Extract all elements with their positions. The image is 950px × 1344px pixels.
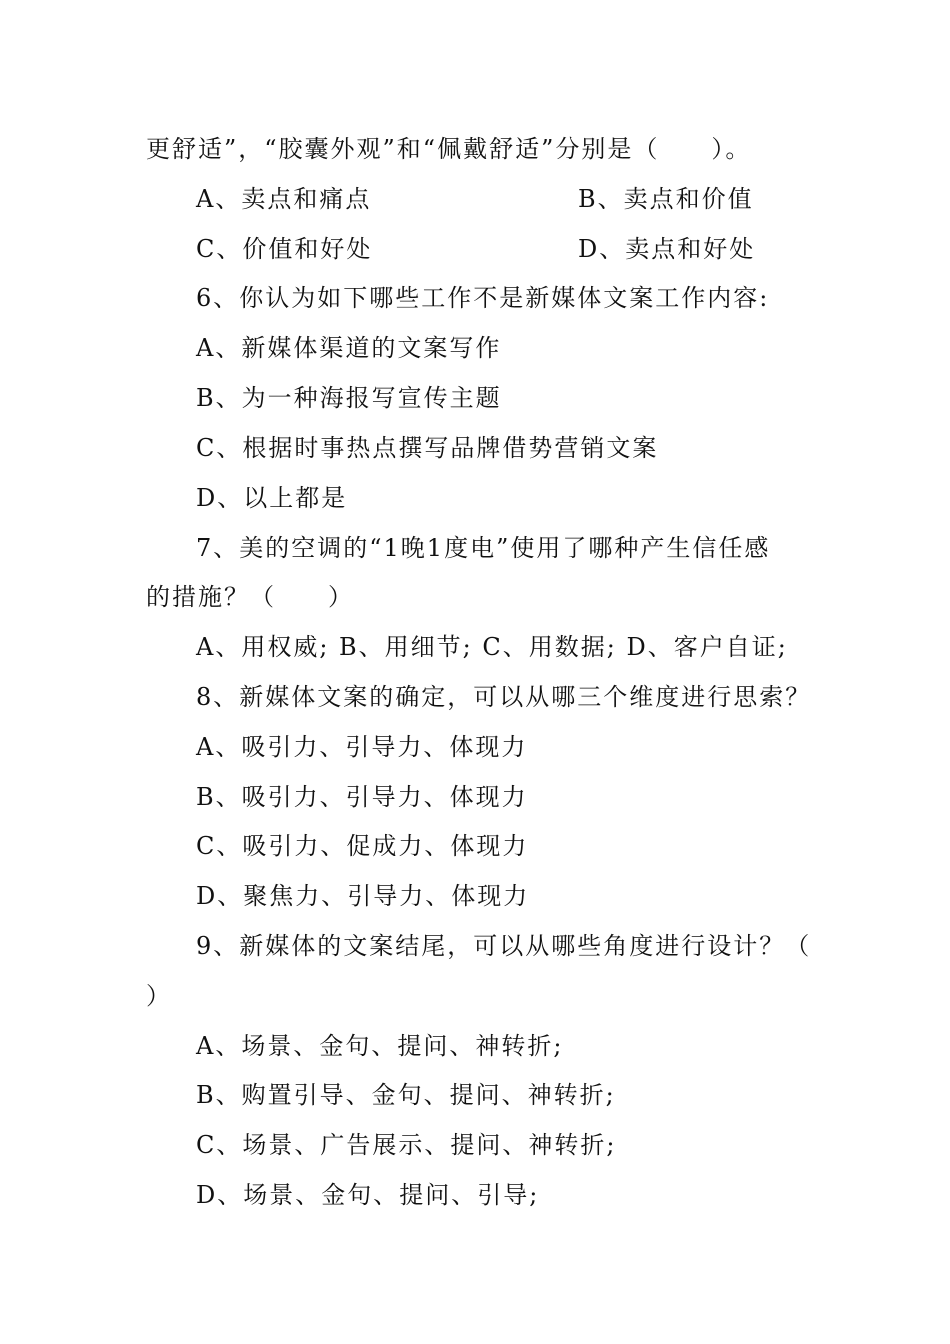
question-5-continuation: 更舒适”，“胶囊外观”和“佩戴舒适”分别是（ ）。 xyxy=(146,135,752,163)
question-8-option-d: D、聚焦力、引导力、体现力 xyxy=(196,882,530,910)
question-9-title: 9、新媒体的文案结尾，可以从哪些角度进行设计？（ xyxy=(196,932,812,960)
question-7-title: 7、美的空调的“1晚1度电”使用了哪种产生信任感 xyxy=(196,534,771,562)
question-6-title: 6、你认为如下哪些工作不是新媒体文案工作内容: xyxy=(196,284,770,312)
question-6-option-b: B、为一种海报写宣传主题 xyxy=(196,384,502,412)
question-8-title: 8、新媒体文案的确定，可以从哪三个维度进行思索？ xyxy=(196,683,812,711)
question-7-title-continuation: 的措施？（ ） xyxy=(146,583,354,611)
question-5-option-c: C、价值和好处 xyxy=(196,235,373,263)
question-9-title-continuation: ） xyxy=(146,982,172,1010)
question-8-option-c: C、吸引力、促成力、体现力 xyxy=(196,832,529,860)
question-6-option-c: C、根据时事热点撰写品牌借势营销文案 xyxy=(196,434,659,462)
question-6-option-d: D、以上都是 xyxy=(196,484,348,512)
question-8-option-a: A、吸引力、引导力、体现力 xyxy=(196,733,528,761)
question-9-option-d: D、场景、金句、提问、引导; xyxy=(196,1181,540,1209)
question-5-option-b: B、卖点和价值 xyxy=(578,185,754,213)
question-8-option-b: B、吸引力、引导力、体现力 xyxy=(196,783,528,811)
question-5-option-a: A、卖点和痛点 xyxy=(196,185,372,213)
question-9-option-c: C、场景、广告展示、提问、神转折; xyxy=(196,1131,617,1159)
question-6-option-a: A、新媒体渠道的文案写作 xyxy=(196,334,502,362)
question-9-option-b: B、购置引导、金句、提问、神转折; xyxy=(196,1081,616,1109)
question-7-options: A、用权威; B、用细节; C、用数据; D、客户自证; xyxy=(196,633,788,661)
question-5-option-d: D、卖点和好处 xyxy=(578,235,756,263)
question-9-option-a: A、场景、金句、提问、神转折; xyxy=(196,1032,564,1060)
